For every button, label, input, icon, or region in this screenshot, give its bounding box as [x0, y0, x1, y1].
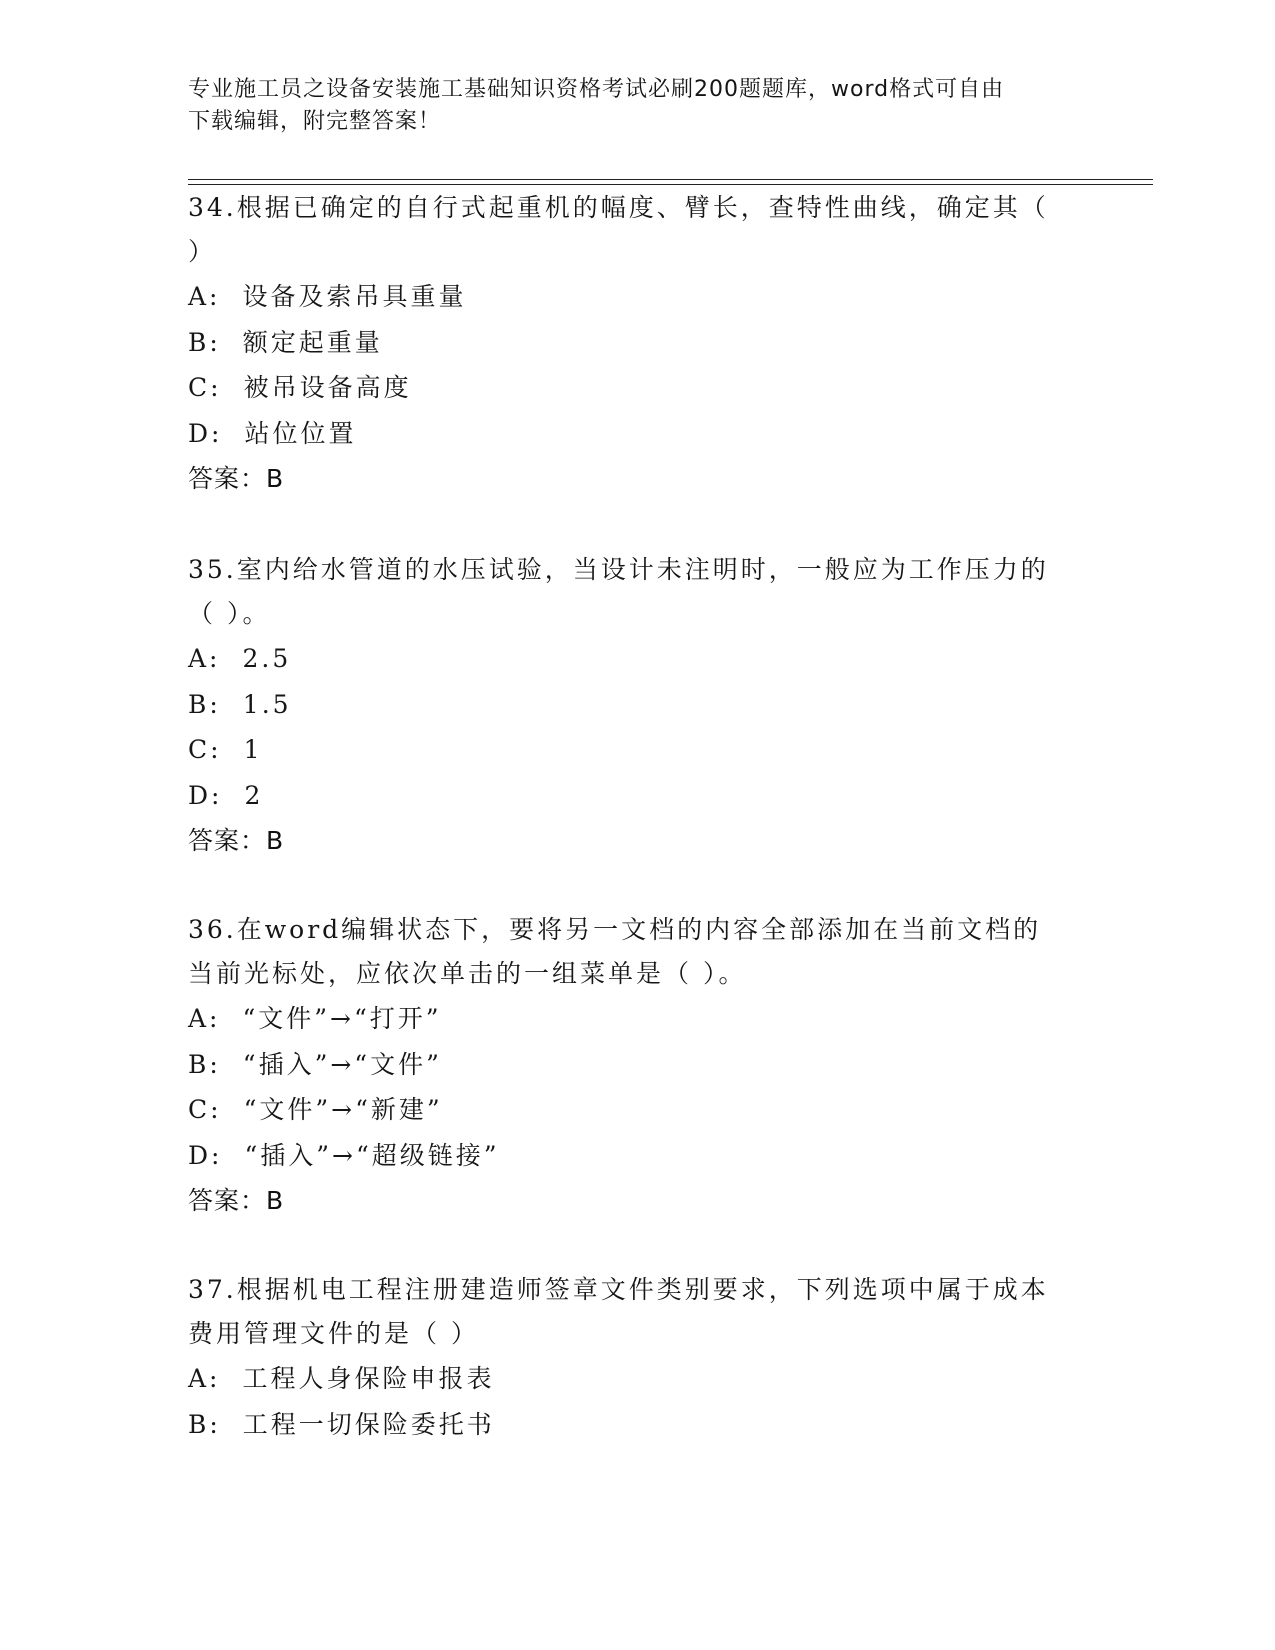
option-text: “文件”→“新建”: [243, 1095, 443, 1124]
answer-line: [188, 818, 1088, 863]
option-b: [188, 1402, 1088, 1448]
option-text: “插入”→“文件”: [242, 1049, 442, 1079]
option-key: C:: [188, 735, 222, 764]
question-stem-line: 费用管理文件的是（ ）: [188, 1319, 479, 1348]
answer-value: B: [266, 826, 285, 855]
option-b: [188, 1042, 1088, 1088]
option-text: 工程一切保险委托书: [242, 1409, 495, 1439]
option-text: “文件”→“打开”: [242, 1004, 442, 1033]
option-a: [188, 1356, 1088, 1402]
option-a: [188, 636, 1088, 682]
option-b: [188, 682, 1088, 728]
question-stem-line: 37.根据机电工程注册建造师签章文件类别要求，下列选项中属于成本: [188, 1275, 1049, 1304]
answer-value: B: [266, 1186, 285, 1215]
option-key: C:: [188, 373, 222, 402]
header-divider-bottom: [188, 184, 1153, 185]
option-text: “插入”→“超级链接”: [244, 1140, 500, 1170]
option-key: C:: [188, 1095, 222, 1124]
option-d: [188, 411, 1088, 457]
option-d: [188, 1133, 1088, 1179]
option-text: 2: [244, 780, 264, 810]
document-header: [188, 74, 1068, 138]
option-key: B:: [188, 327, 221, 357]
option-text: 被吊设备高度: [243, 373, 412, 402]
question-34: [188, 186, 1088, 501]
option-text: 站位位置: [244, 418, 357, 448]
option-c: [188, 1087, 1088, 1133]
header-line-2: 下载编辑，附完整答案！: [188, 109, 442, 134]
question-36: [188, 908, 1088, 1223]
question-stem-line: 当前光标处，应依次单击的一组菜单是（ ）。: [188, 959, 747, 988]
question-stem-line: 35.室内给水管道的水压试验，当设计未注明时，一般应为工作压力的: [188, 555, 1049, 584]
option-c: [188, 727, 1088, 773]
option-key: A:: [188, 1364, 221, 1393]
question-stem: [188, 548, 1088, 636]
option-a: [188, 274, 1088, 320]
question-stem-line: （ ）。: [188, 599, 271, 628]
option-key: A:: [188, 644, 221, 673]
question-stem: [188, 186, 1088, 274]
option-key: B:: [188, 689, 221, 719]
question-37: [188, 1268, 1088, 1447]
option-a: [188, 996, 1088, 1042]
option-text: 2.5: [242, 644, 292, 673]
answer-line: [188, 456, 1088, 501]
answer-value: B: [266, 464, 285, 493]
option-key: D:: [188, 780, 223, 810]
option-key: B:: [188, 1409, 221, 1439]
option-c: [188, 365, 1088, 411]
option-text: 工程人身保险申报表: [242, 1364, 495, 1393]
option-key: B:: [188, 1049, 221, 1079]
option-key: A:: [188, 1004, 221, 1033]
option-text: 设备及索吊具重量: [242, 282, 467, 311]
header-divider-top: [188, 179, 1153, 180]
question-35: [188, 548, 1088, 863]
option-text: 1.5: [242, 689, 292, 719]
answer-label: 答案：: [188, 464, 267, 493]
option-key: D:: [188, 1140, 223, 1170]
option-text: 额定起重量: [242, 327, 383, 357]
question-stem-line: 34.根据已确定的自行式起重机的幅度、臂长，查特性曲线，确定其（: [188, 193, 1049, 222]
option-key: A:: [188, 282, 221, 311]
answer-label: 答案：: [188, 1186, 267, 1215]
option-text: 1: [243, 735, 263, 764]
answer-label: 答案：: [188, 826, 267, 855]
question-stem-line: ）: [188, 237, 217, 266]
question-stem: [188, 908, 1088, 996]
option-key: D:: [188, 418, 223, 448]
question-stem: [188, 1268, 1088, 1356]
answer-line: [188, 1178, 1088, 1223]
option-b: [188, 320, 1088, 366]
option-d: [188, 773, 1088, 819]
header-line-1: 专业施工员之设备安装施工基础知识资格考试必刷200题题库，word格式可自由: [188, 77, 1005, 102]
question-stem-line: 36.在word编辑状态下，要将另一文档的内容全部添加在当前文档的: [188, 915, 1042, 944]
